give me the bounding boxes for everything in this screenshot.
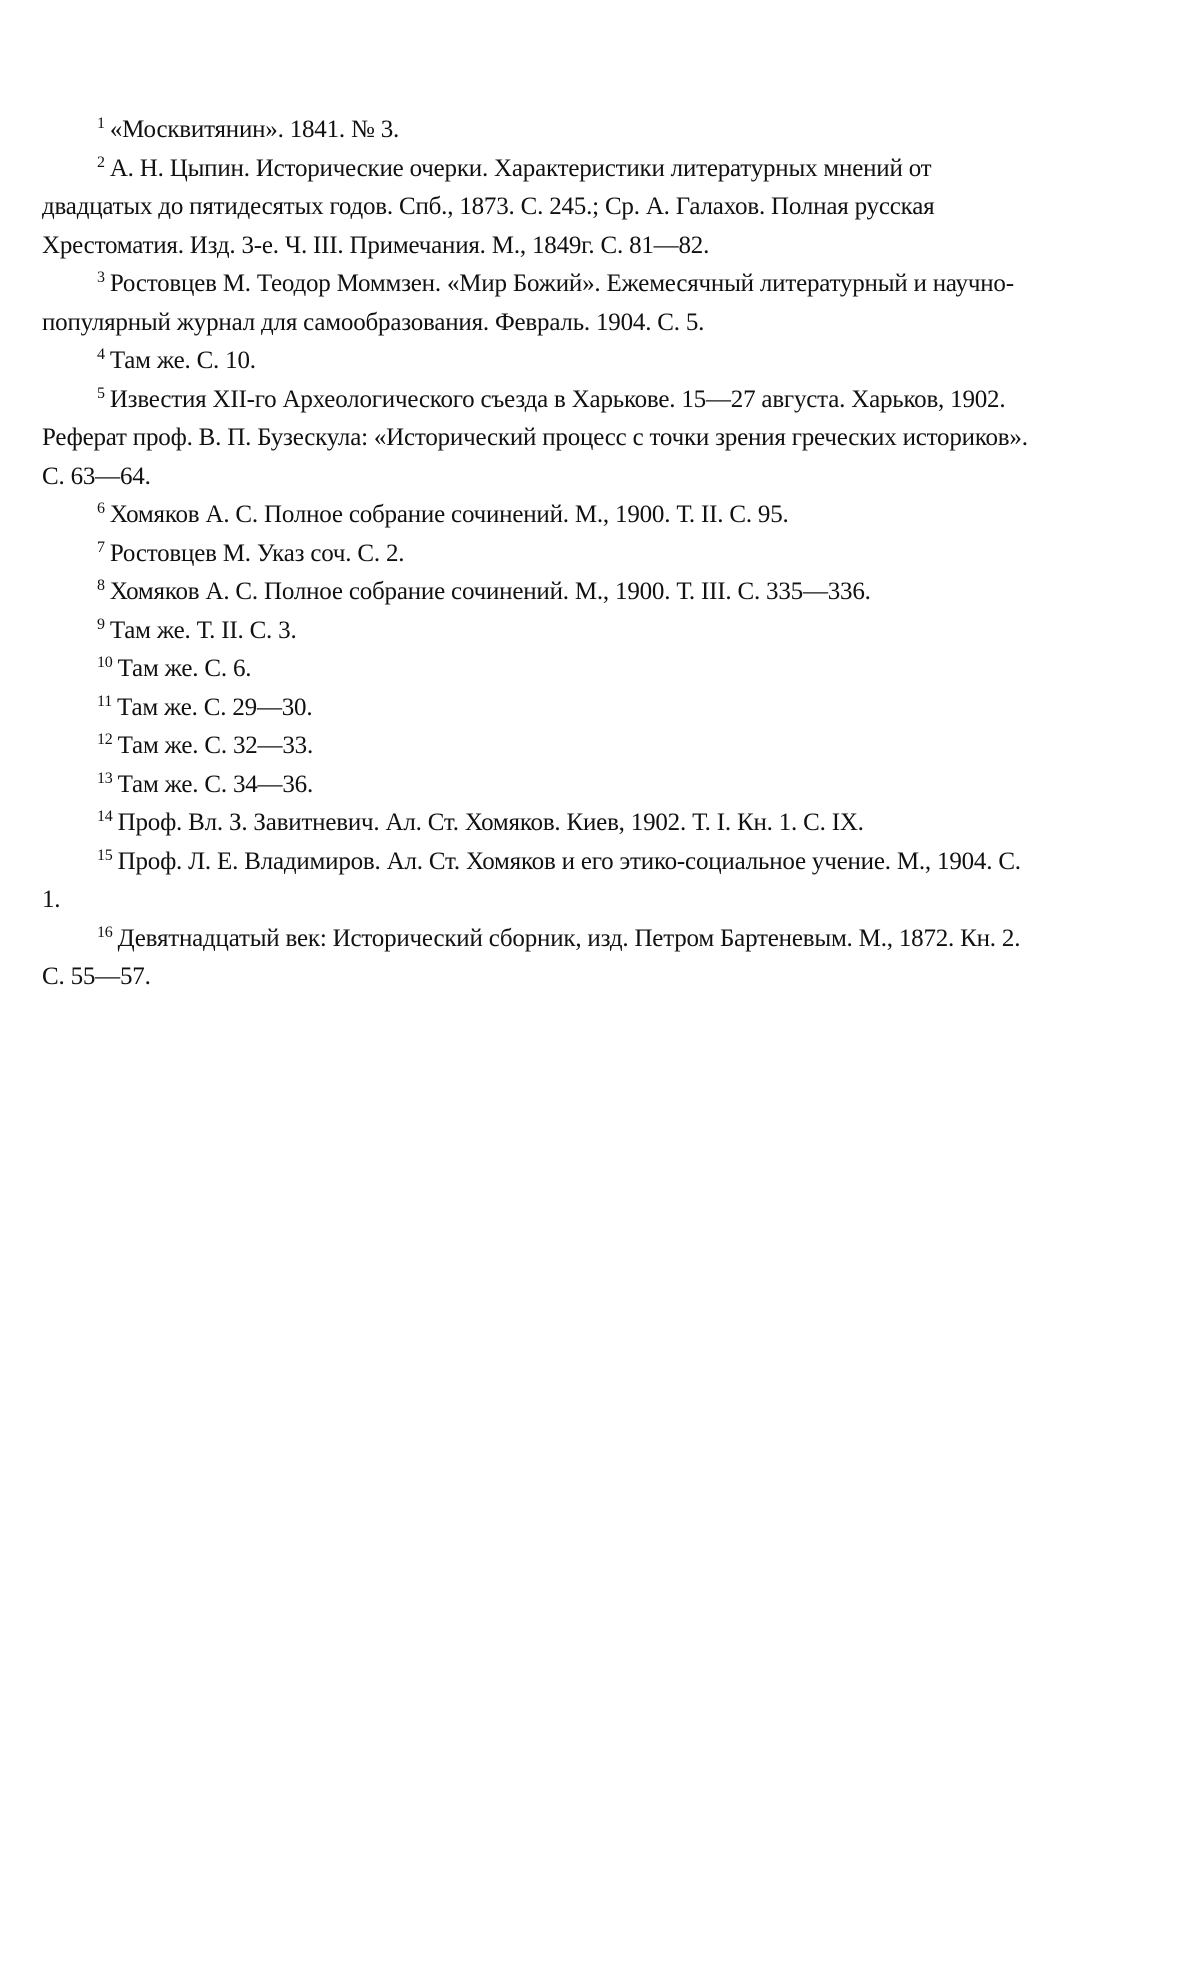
footnote-number: 14	[97, 808, 113, 826]
footnote-number: 4	[97, 346, 105, 364]
footnote-2	[42, 150, 1045, 266]
footnote-text: Проф. Вл. З. Завитневич. Ал. Ст. Хомяков. Киев, 1902. Т. I. Кн. 1. С. IX.	[117, 809, 864, 836]
footnote-text: Там же. С. 29—30.	[117, 693, 313, 721]
footnote-text: Хомяков А. С. Полное собрание сочинений. М., 1900. Т. II. С. 95.	[109, 501, 789, 528]
footnote-text: Там же. С. 6.	[117, 655, 252, 682]
footnote-14	[42, 804, 1045, 843]
footnote-text: Известия XII-го Археологического съезда в Харькове. 15—27 августа. Харьков, 1902. Реферат проф. В. П. Бузескула: «Исторический процесс с точки зрения греческих историков». С. 63—64.	[42, 385, 1028, 490]
footnote-number: 15	[97, 846, 113, 864]
footnote-11	[42, 689, 1045, 728]
footnote-text: А. Н. Цыпин. Исторические очерки. Характеристики литературных мнений от двадцатых до пятидесятых годов. Спб., 1873. С. 245.; Ср. А. Галахов. Полная русская Хрестоматия. Изд. 3-е. Ч. III. Примечания. М., 1849г. С. 81—82.	[42, 154, 935, 259]
footnote-3	[42, 265, 1045, 342]
footnote-text: Хомяков А. С. Полное собрание сочинений. М., 1900. Т. III. С. 335—336.	[109, 578, 871, 605]
footnote-number: 1	[97, 115, 105, 133]
footnote-12	[42, 727, 1045, 766]
footnote-text: Там же. Т. II. С. 3.	[109, 616, 297, 644]
footnote-number: 2	[97, 153, 105, 171]
footnote-text: Девятнадцатый век: Исторический сборник, изд. Петром Бартеневым. М., 1872. Кн. 2. С. 55—57.	[42, 924, 1021, 990]
footnote-number: 8	[97, 577, 105, 595]
footnote-16	[42, 920, 1045, 997]
footnote-text: Там же. С. 32—33.	[117, 732, 313, 759]
footnote-number: 6	[97, 500, 105, 518]
footnotes-page	[42, 111, 1045, 997]
footnote-8	[42, 573, 1045, 612]
footnote-4	[42, 342, 1045, 381]
footnote-number: 3	[97, 269, 105, 287]
footnote-number: 16	[97, 923, 113, 941]
footnote-text: Проф. Л. Е. Владимиров. Ал. Ст. Хомяков и его этико-социальное учение. М., 1904. С. 1.	[42, 847, 1021, 913]
footnote-number: 5	[97, 384, 105, 402]
footnote-5	[42, 381, 1045, 497]
footnote-text: «Москвитянин». 1841. № 3.	[109, 116, 400, 143]
footnote-7	[42, 535, 1045, 574]
footnote-15	[42, 843, 1045, 920]
footnote-number: 10	[97, 654, 113, 672]
footnote-number: 9	[97, 615, 105, 633]
footnote-13	[42, 766, 1045, 805]
footnote-10	[42, 650, 1045, 689]
footnote-number: 11	[97, 692, 113, 710]
footnote-1	[42, 111, 1045, 150]
footnote-number: 13	[97, 769, 113, 787]
footnote-text: Там же. С. 10.	[109, 347, 256, 374]
footnote-text: Там же. С. 34—36.	[117, 770, 313, 798]
footnote-6	[42, 496, 1045, 535]
footnote-text: Ростовцев М. Теодор Моммзен. «Мир Божий». Ежемесячный литературный и научно-популярный журнал для самообразования. Февраль. 1904. С. 5.	[42, 270, 1014, 336]
footnote-number: 12	[97, 731, 113, 749]
footnote-number: 7	[97, 538, 105, 556]
footnote-text: Ростовцев М. Указ соч. С. 2.	[109, 539, 405, 567]
footnote-9	[42, 612, 1045, 651]
